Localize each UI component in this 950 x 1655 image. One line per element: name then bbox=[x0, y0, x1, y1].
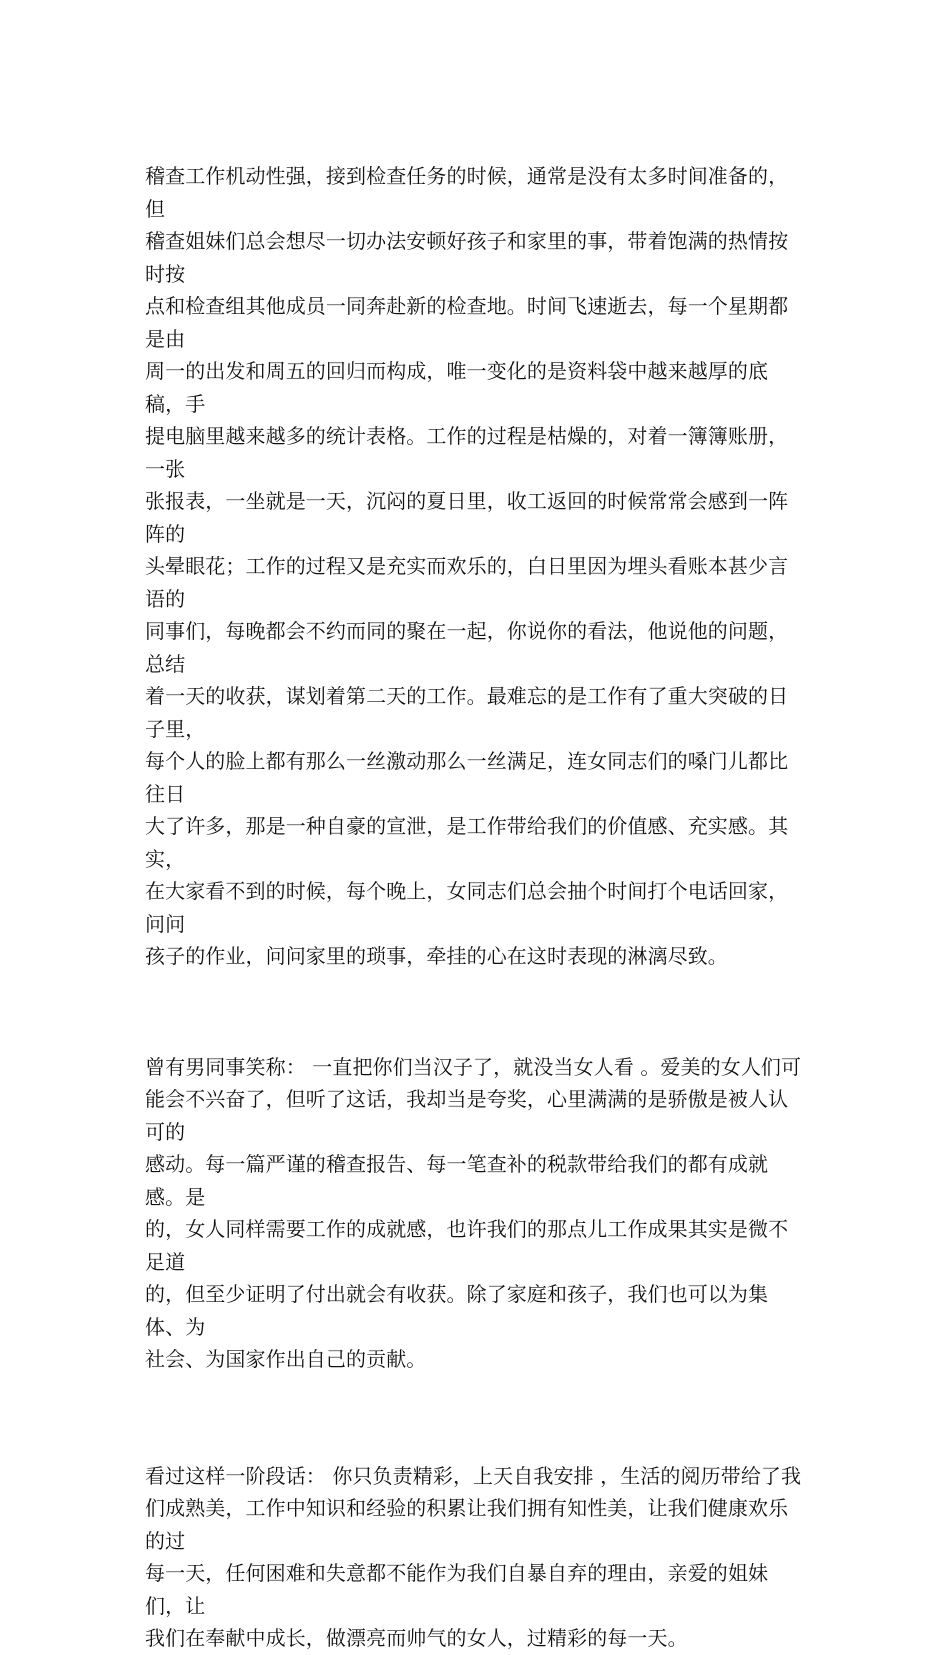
document-body bbox=[145, 160, 805, 1655]
paragraph-3: 看过这样一阶段话： 你只负责精彩，上天自我安排 ，生活的阅历带给了我 们成熟美，工作中知识和经验的积累让我们拥有知性美，让我们健康欢乐的过 每一天，任何困难和失意都不能作为我们自暴自弃的理由，亲爱的姐妹们，让 我们在奉献中成长，做漂亮而帅气的女人，过精彩的每一天。 bbox=[145, 1463, 802, 1650]
paragraph-2: 曾有男同事笑称： 一直把你们当汉子了，就没当女人看 。爱美的女人们可 能会不兴奋了，但听了这话，我却当是夸奖，心里满满的是骄傲是被人认可的 感动。每一篇严谨的稽查报告、每一笔查补的税款带给我们的都有成就感。是 的，女人同样需要工作的成就感，也许我们的那点儿工作成果其实是微不足道 的，但至少证明了付出就会有收获。除了家庭和孩子，我们也可以为集体、为 社会、为国家作出自己的贡献。 bbox=[145, 1054, 802, 1371]
paragraph-1: 稽查工作机动性强，接到检查任务的时候，通常是没有太多时间准备的，但 稽查姐妹们总会想尽一切办法安顿好孩子和家里的事，带着饱满的热情按时按 点和检查组其他成员一同奔赴新的检查地。时间飞速逝去，每一个星期都是由 周一的出发和周五的回归而构成，唯一变化的是资料袋中越来越厚的底稿，手 提电脑里越来越多的统计表格。工作的过程是枯燥的，对着一簿簿账册，一张 张报表，一坐就是一天，沉闷的夏日里，收工返回的时候常常会感到一阵阵的 头晕眼花；工作的过程又是充实而欢乐的，白日里因为埋头看账本甚少言语的 同事们，每晚都会不约而同的聚在一起，你说你的看法，他说他的问题，总结 着一天的收获，谋划着第二天的工作。最难忘的是工作有了重大突破的日子里， 每个人的脸上都有那么一丝激动那么一丝满足，连女同志们的嗓门儿都比往日 大了许多，那是一种自豪的宣泄，是工作带给我们的价值感、充实感。其实， 在大家看不到的时候，每个晚上，女同志们总会抽个时间打个电话回家，问问 孩子的作业，问问家里的琐事，牵挂的心在这时表现的淋漓尽致。 bbox=[145, 164, 789, 968]
